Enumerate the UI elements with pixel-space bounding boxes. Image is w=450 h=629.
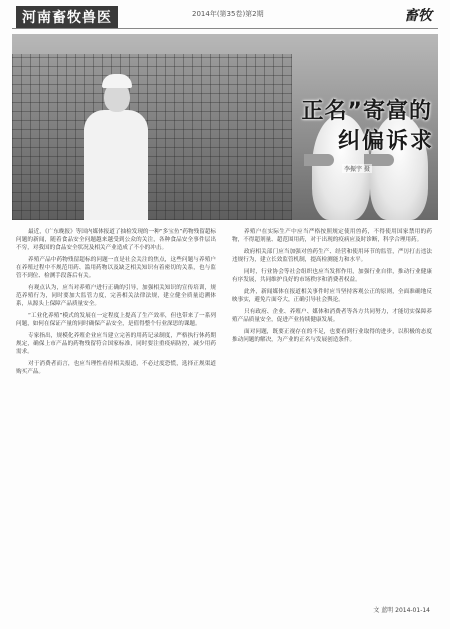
duck-bill-left <box>304 154 334 166</box>
paragraph: 最近，《广东晚报》等国内媒体报道了抽检发现的一种“多宝鱼”药物残留超标问题的新闻，随着食品安全问题越来越受到公众的关注，各种食品安全事件层出不穷，对我国的食品安全状况及相关产业造成了不小的冲击。 <box>16 229 216 251</box>
masthead <box>12 4 440 26</box>
article-photo <box>12 34 438 220</box>
header-rule <box>12 28 438 29</box>
paragraph: 对于消费者而言，也应当理性看待相关报道，不必过度恐慌，选择正规渠道购买产品。 <box>16 361 216 375</box>
paragraph: 政府相关部门应当加强对兽药生产、经营和使用环节的监管，严厉打击违法违规行为，建立长效监管机制，提高检测能力和水平。 <box>232 249 432 263</box>
issue-info: 2014年(第35卷)第2期 <box>192 10 264 18</box>
paragraph: 此外，新闻媒体在报道相关事件时应当坚持客观公正的原则，全面准确地反映事实，避免片面夸大，正确引导社会舆论。 <box>232 289 432 303</box>
paragraph: 只有政府、企业、养殖户、媒体和消费者等各方共同努力，才能切实保障养殖产品质量安全，促进产业持续健康发展。 <box>232 309 432 323</box>
worker-figure <box>84 110 148 220</box>
article-body <box>16 228 436 620</box>
worker-cap <box>102 74 132 88</box>
section-tag: 畜牧 <box>404 8 432 24</box>
paragraph: 专家指出，规模化养殖企业应当建立完善的用药记录制度，严格执行休药期规定，确保上市产品的药物残留符合国家标准，同时要注重疫病防控，减少用药需求。 <box>16 333 216 355</box>
paragraph: 养殖产品中药物残留超标的问题一直是社会关注的焦点，这些问题与养殖户在养殖过程中不规范用药、滥用药物以及缺乏相关知识有着密切的关系，也与监管不到位、检测手段落后有关。 <box>16 257 216 279</box>
paragraph: 同时，行业协会等社会组织也应当发挥作用，加强行业自律，推动行业健康有序发展，共同维护良好的市场秩序和消费者权益。 <box>232 269 432 283</box>
headline-line2: 纠偏诉求 <box>337 129 434 154</box>
paragraph: 有观点认为，应当对养殖户进行正确的引导，加强相关知识的宣传培训，规范养殖行为，同时要加大监管力度，完善相关法律法规，建立健全质量追溯体系，从源头上保障产品质量安全。 <box>16 285 216 307</box>
left-column <box>16 228 216 620</box>
paragraph: 面对问题，既要正视存在的不足，也要看到行业取得的进步，以积极的态度推动问题的解决，为产业的正名与发展创造条件。 <box>232 329 432 343</box>
headline-line1: 正名”寄富的 <box>301 99 432 124</box>
paragraph: 养殖户在实际生产中应当严格按照规定使用兽药，不得使用国家禁用的药物，不得超剂量、超范围用药，对于出现的疫病应及时诊断，科学合理用药。 <box>232 229 432 243</box>
paragraph: “工业化养殖”模式的发展在一定程度上提高了生产效率，但也带来了一系列问题，如何在保证产量的同时确保产品安全，是值得整个行业深思的课题。 <box>16 313 216 327</box>
journal-title: 河南畜牧兽医 <box>16 6 118 28</box>
byline: 文 蓝明 2014-01-14 <box>373 607 430 614</box>
right-column <box>232 228 432 620</box>
photo-credit: 李振宇 摄 <box>344 166 370 173</box>
